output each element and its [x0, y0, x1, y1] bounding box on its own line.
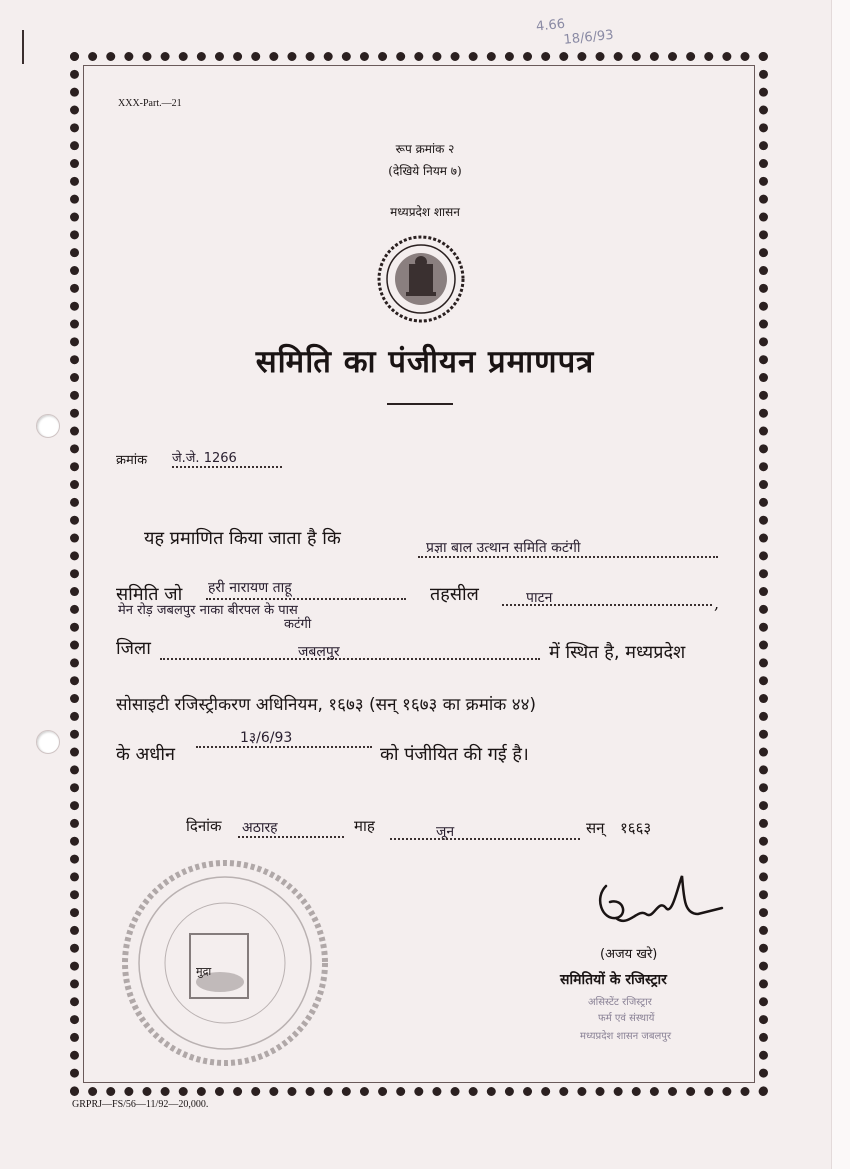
print-code: GRPRJ—FS/56—11/92—20,000. — [72, 1099, 209, 1110]
district-value: जबलपुर — [298, 644, 340, 660]
date-month-dotted-line — [390, 838, 580, 840]
corner-note-line2: 18/6/93 — [562, 27, 615, 48]
margin-mark — [22, 30, 24, 64]
office-seal-stamp — [120, 858, 330, 1068]
rule-reference: (देखिये नियम ७) — [388, 164, 462, 178]
society-name: प्रज्ञा बाल उत्थान समिति कटंगी — [426, 540, 581, 556]
located-text: में स्थित है, मध्यप्रदेश — [549, 642, 686, 663]
stamp-line-3: मध्यप्रदेश शासन जबलपुर — [580, 1031, 672, 1042]
registration-label: क्रमांक — [116, 453, 148, 468]
district-dotted-line — [160, 658, 540, 660]
under-text: के अधीन — [116, 744, 176, 765]
registered-text: को पंजीयित की गई है। — [380, 744, 529, 765]
tehsil-label: तहसील — [430, 584, 479, 605]
act-text: सोसाइटी रजिस्ट्रीकरण अधिनियम, १६७३ (सन् १६७३ का क्रमांक ४४) — [116, 695, 537, 715]
registrar-name: (अजय खरे) — [600, 947, 658, 962]
year-label: सन् — [586, 819, 605, 837]
locality-value: हरी नारायण ताहू — [208, 580, 292, 596]
form-code: XXX-Part.—21 — [118, 98, 182, 109]
society-text: समिति जो — [116, 584, 183, 605]
stamp-line-2: फर्म एवं संस्थायें — [598, 1013, 655, 1024]
date-month: जून — [436, 824, 455, 840]
registrar-designation: समितियों के रजिस्ट्रार — [560, 972, 667, 988]
date-day-dotted-line — [238, 836, 344, 838]
form-number: रूप क्रमांक २ — [395, 142, 455, 156]
corner-note-line1: 4.66 — [535, 16, 566, 35]
stamp-line-1: असिस्टेंट रजिस्ट्रार — [588, 997, 652, 1008]
tehsil-dotted-line — [502, 604, 712, 606]
tehsil-value: पाटन — [526, 590, 553, 606]
seal-label: मुद्रा — [196, 965, 212, 978]
address-line: मेन रोड़ जबलपुर नाका बीरपल के पास — [118, 603, 298, 618]
title-underline — [387, 403, 453, 405]
date-day: अठारह — [242, 820, 278, 836]
date-year: १६६३ — [620, 819, 652, 837]
government-name: मध्यप्रदेश शासन — [390, 205, 460, 219]
month-label: माह — [354, 817, 375, 835]
registration-number: जे.जे. 1266 — [172, 451, 237, 466]
address-line-2: कटंगी — [284, 617, 312, 632]
certify-text: यह प्रमाणित किया जाता है कि — [144, 528, 341, 549]
society-name-dotted-line — [418, 556, 718, 558]
registration-dotted-line — [172, 466, 282, 468]
date-label: दिनांक — [186, 817, 222, 835]
state-emblem-icon — [376, 234, 466, 324]
comma: , — [714, 594, 720, 613]
district-label: जिला — [116, 638, 151, 659]
punch-hole-bottom — [36, 730, 60, 754]
punch-hole-top — [36, 414, 60, 438]
handwritten-signature — [588, 868, 728, 938]
registration-date: 1३/6/93 — [240, 730, 293, 746]
certificate-title: समिति का पंजीयन प्रमाणपत्र — [255, 344, 595, 380]
registration-date-dotted-line — [196, 746, 372, 748]
